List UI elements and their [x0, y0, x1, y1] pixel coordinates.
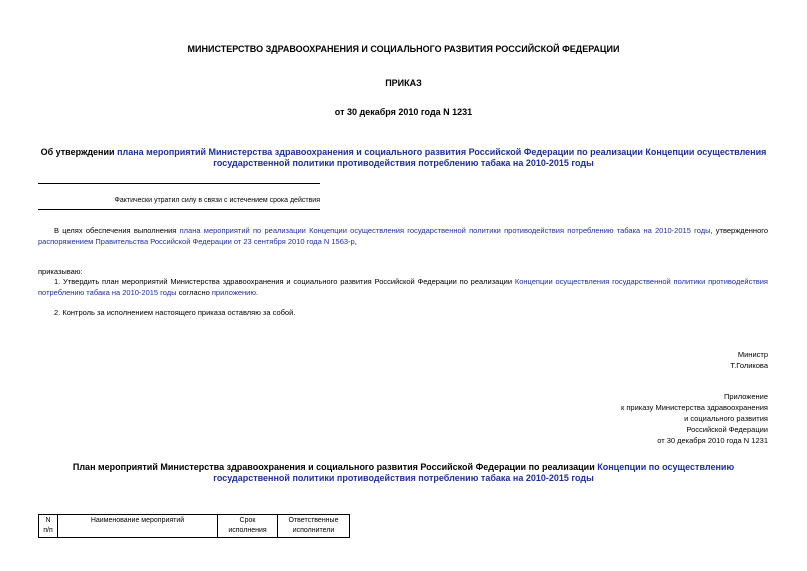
item1-mid: согласно: [176, 288, 212, 297]
appendix-line-2: к приказу Министерства здравоохранения: [620, 403, 768, 412]
item1-link-concept[interactable]: Концепции осуществления государственной политики противодействия потреблению табака на 2010-2015 годы: [38, 277, 768, 297]
divider-top: [38, 183, 320, 184]
signature-name: Т.Голикова: [730, 361, 768, 370]
item1-link-appendix[interactable]: приложению: [211, 288, 256, 297]
preamble-link-plan[interactable]: плана мероприятий по реализации Концепции осуществления государственной политики противодействия потреблению табака на 2010-2015 годы: [179, 226, 711, 235]
preamble-end: ,: [354, 237, 357, 246]
appendix-line-5: от 30 декабря 2010 года N 1231: [657, 436, 768, 445]
col-name: Наименование мероприятий: [58, 515, 218, 538]
order-word: приказываю:: [38, 267, 83, 276]
preamble-mid: , утвержденного: [710, 226, 768, 235]
preamble-link-decree[interactable]: распоряжением Правительства Российской Федерации от 23 сентября 2010 года N 1563-р: [38, 237, 355, 246]
plan-title-link-concept[interactable]: Концепции по осуществлению: [597, 462, 735, 472]
plan-title-text: План мероприятий Министерства здравоохранения и социального развития Российской Федерации по реализации: [72, 462, 598, 472]
appendix-line-1: Приложение: [724, 392, 768, 401]
table-header-row: [39, 515, 350, 538]
col-number-line-2: п/п: [43, 527, 53, 534]
plan-title: [0, 462, 807, 484]
divider-bottom: [38, 209, 320, 210]
status-note: Фактически утратил силу в связи с истечением срока действия: [114, 197, 320, 204]
appendix-block: [468, 391, 768, 446]
col-number: [39, 515, 58, 538]
order-item-2: 2. Контроль за исполнением настоящего приказа оставляю за собой.: [54, 308, 296, 317]
title-link-plan[interactable]: плана мероприятий Министерства здравоохранения и социального развития Российской Федерации по реализации Концепции осуществления: [117, 147, 767, 157]
doc-type: ПРИКАЗ: [385, 78, 422, 88]
item1-end: .: [256, 288, 259, 297]
col-deadline: [218, 515, 278, 538]
date-number: от 30 декабря 2010 года N 1231: [334, 107, 473, 117]
ministry-heading: МИНИСТЕРСТВО ЗДРАВООХРАНЕНИЯ И СОЦИАЛЬНОГО РАЗВИТИЯ РОССИЙСКОЙ ФЕДЕРАЦИИ: [187, 44, 620, 54]
plan-table: [38, 514, 350, 538]
preamble-intro: В целях обеспечения выполнения: [54, 226, 180, 235]
col-deadline-line-1: Срок: [239, 517, 256, 524]
appendix-line-3: и социального развития: [684, 414, 768, 423]
col-responsible: [278, 515, 350, 538]
order-item-1: [38, 276, 768, 298]
appendix-line-4: Российской Федерации: [686, 425, 768, 434]
title-prefix: Об утверждении: [40, 147, 118, 157]
item1-text: 1. Утвердить план мероприятий Министерства здравоохранения и социального развития Российской Федерации по реализации: [54, 277, 515, 286]
preamble-paragraph: [38, 225, 768, 247]
signature-title: Министр: [737, 350, 768, 359]
col-responsible-line-1: Ответственные: [288, 517, 339, 524]
title-link-policy[interactable]: государственной политики противодействия потреблению табака на 2010-2015 годы: [213, 158, 594, 168]
col-responsible-line-2: исполнители: [292, 527, 335, 534]
plan-title-link-policy[interactable]: государственной политики противодействия потреблению табака на 2010-2015 годы: [213, 473, 594, 483]
document-title: [0, 147, 807, 169]
col-deadline-line-2: исполнения: [228, 527, 267, 534]
col-number-line-1: N: [45, 517, 51, 524]
